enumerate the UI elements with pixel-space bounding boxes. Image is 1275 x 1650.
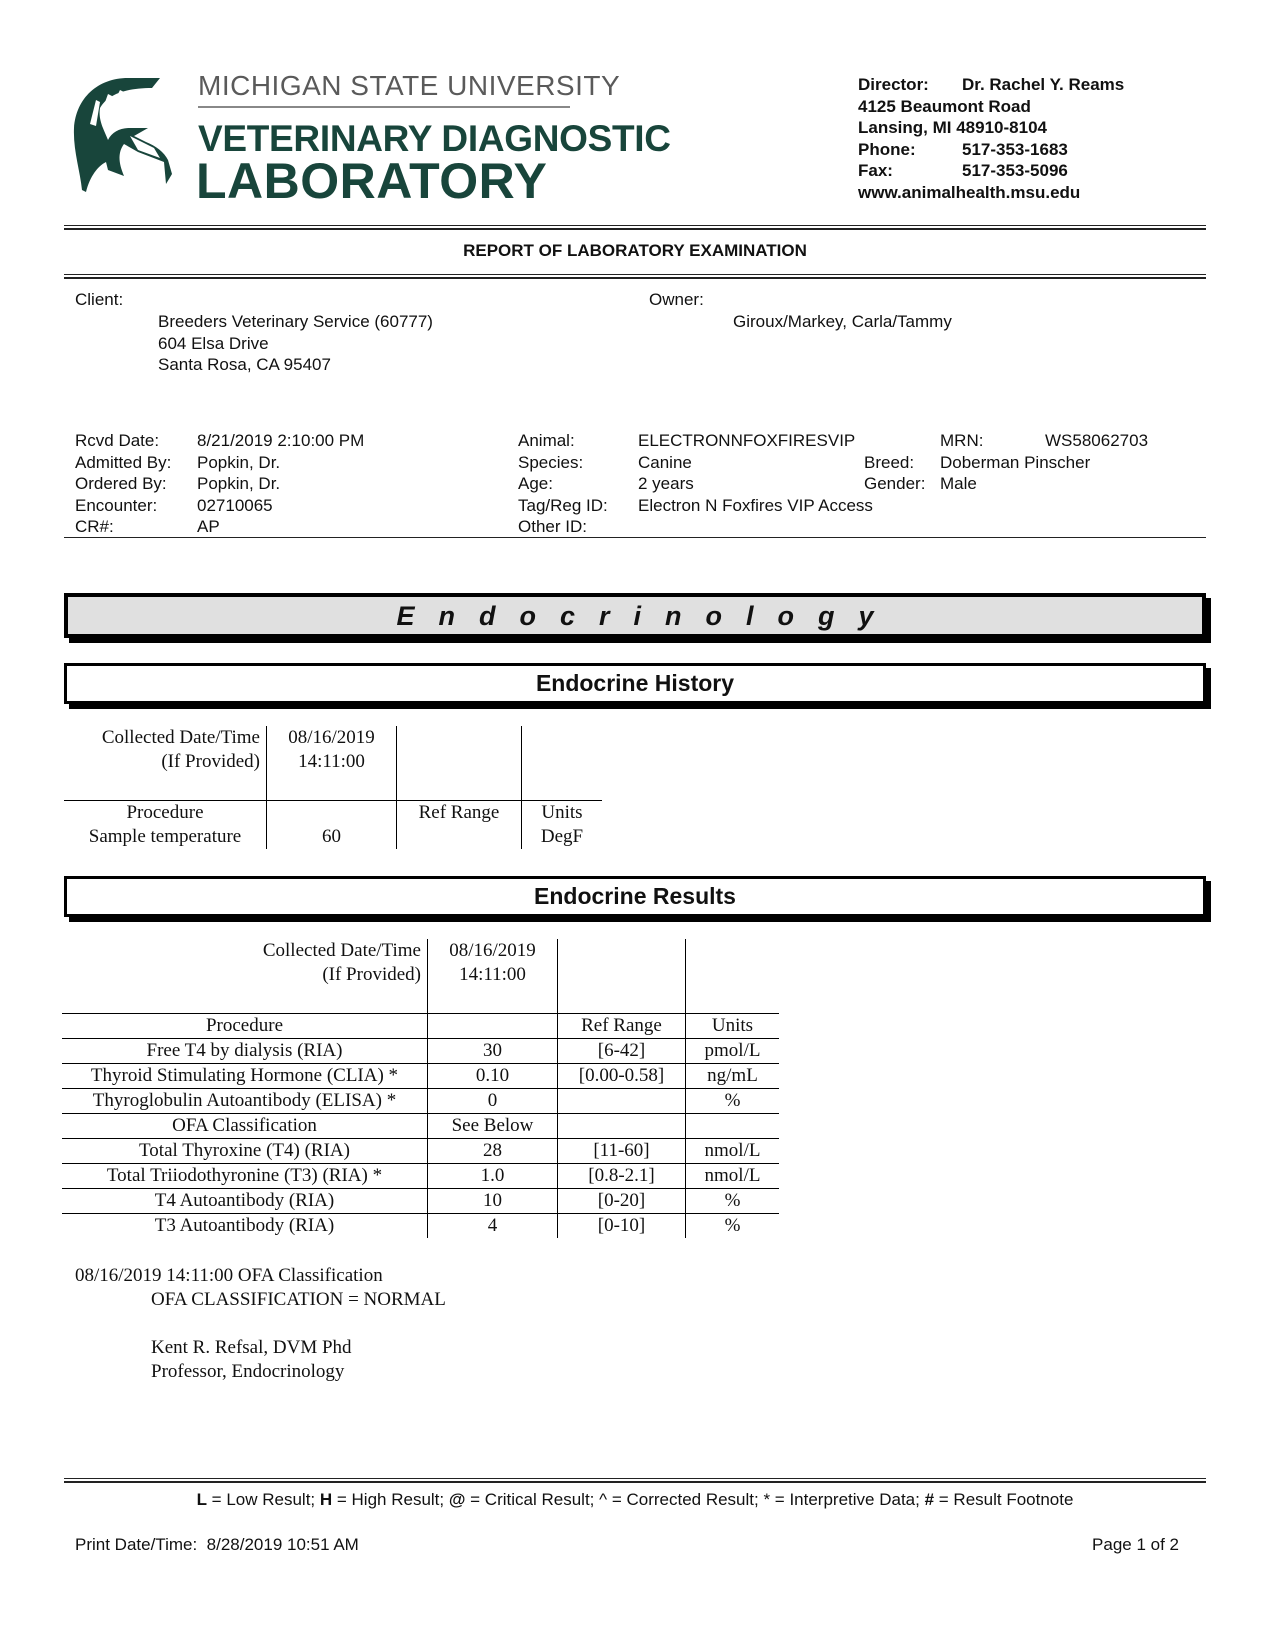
species-label: Species: xyxy=(518,452,584,472)
ordered-by: Popkin, Dr. xyxy=(197,474,281,493)
legend-low-key: L xyxy=(196,1490,207,1509)
header-divider-2 xyxy=(64,228,1206,230)
animal-labels xyxy=(518,430,608,538)
animal-name: ELECTRONNFOXFIRESVIP xyxy=(638,431,856,450)
breed-label: Breed: xyxy=(864,452,915,472)
client-name: Breeders Veterinary Service (60777) xyxy=(158,312,433,331)
case-divider xyxy=(64,537,1206,538)
org-name-line2: VETERINARY DIAGNOSTIC xyxy=(198,118,671,159)
history-date: 08/16/2019 xyxy=(267,726,397,750)
footer-divider-1 xyxy=(64,1478,1206,1479)
table-row xyxy=(64,825,602,849)
results-date: 08/16/2019 xyxy=(428,939,558,963)
table-row xyxy=(62,1139,779,1164)
results-table xyxy=(62,939,779,1238)
ordered-by-label: Ordered By: xyxy=(75,474,167,493)
result-units: % xyxy=(686,1189,780,1214)
result-ref: [0-10] xyxy=(558,1214,686,1239)
result-units: % xyxy=(686,1214,780,1239)
history-procedure-header: Procedure xyxy=(64,801,267,826)
result-units: ng/mL xyxy=(686,1064,780,1089)
result-ref: [11-60] xyxy=(558,1139,686,1164)
results-title: Endocrine Results xyxy=(534,883,736,909)
species: Canine xyxy=(638,452,692,472)
rcvd-date-label: Rcvd Date: xyxy=(75,431,160,450)
header-divider-1 xyxy=(64,225,1206,226)
client-address2: Santa Rosa, CA 95407 xyxy=(158,355,331,374)
history-title: Endocrine History xyxy=(535,670,735,696)
result-ref: [0.8-2.1] xyxy=(558,1164,686,1189)
client-label: Client: xyxy=(75,290,124,309)
admitted-by: Popkin, Dr. xyxy=(197,452,281,472)
animal-label: Animal: xyxy=(518,431,575,450)
ofa-note-heading: 08/16/2019 14:11:00 OFA Classification xyxy=(75,1265,383,1286)
cr-label: CR#: xyxy=(75,517,114,536)
history-units-header: Units xyxy=(522,801,603,826)
result-value: 30 xyxy=(428,1039,558,1064)
section-title: Endocrinology xyxy=(396,601,898,631)
owner-name: Giroux/Markey, Carla/Tammy xyxy=(733,312,952,331)
history-banner xyxy=(64,663,1206,704)
tag-label: Tag/Reg ID: xyxy=(518,495,608,515)
table-row xyxy=(62,1114,779,1139)
gender-value: Male xyxy=(940,474,977,493)
title-divider-2 xyxy=(64,277,1206,279)
page-number: Page 1 of 2 xyxy=(1092,1535,1179,1554)
section-banner-endocrinology xyxy=(64,593,1206,638)
result-procedure: Free T4 by dialysis (RIA) xyxy=(62,1039,428,1064)
website-link[interactable]: www.animalhealth.msu.edu xyxy=(858,182,1081,202)
result-procedure: Total Thyroxine (T4) (RIA) xyxy=(62,1139,428,1164)
result-procedure: Thyroid Stimulating Hormone (CLIA) * xyxy=(62,1064,428,1089)
contact-block xyxy=(858,74,1124,203)
mrn-value: WS58062703 xyxy=(1045,431,1149,450)
history-collected-label-2: (If Provided) xyxy=(161,751,260,772)
print-value: 8/28/2019 10:51 AM xyxy=(206,1535,359,1554)
legend-footnote-key: # xyxy=(924,1490,935,1509)
history-procedure: Sample temperature xyxy=(88,826,242,847)
result-value: 28 xyxy=(428,1139,558,1164)
result-procedure: OFA Classification xyxy=(62,1114,428,1139)
result-ref: [6-42] xyxy=(558,1039,686,1064)
history-value: 60 xyxy=(267,825,397,849)
result-ref xyxy=(558,1114,686,1139)
results-ref-range-header: Ref Range xyxy=(558,1014,686,1039)
result-procedure: Thyroglobulin Autoantibody (ELISA) * xyxy=(62,1089,428,1114)
encounter: 02710065 xyxy=(197,495,273,515)
animal-values xyxy=(638,430,873,516)
gender-label: Gender: xyxy=(864,474,926,493)
encounter-label: Encounter: xyxy=(75,495,158,515)
print-datetime xyxy=(75,1535,359,1555)
result-units xyxy=(686,1114,780,1139)
breed-value: Doberman Pinscher xyxy=(940,452,1091,472)
owner-label: Owner: xyxy=(649,290,704,309)
case-values xyxy=(197,430,364,538)
legend-footnote-text: = Result Footnote xyxy=(934,1490,1074,1509)
result-units: nmol/L xyxy=(686,1164,780,1189)
results-collected-label-1: Collected Date/Time xyxy=(262,940,421,961)
rcvd-date: 8/21/2019 2:10:00 PM xyxy=(197,431,365,450)
result-value: See Below xyxy=(428,1114,558,1139)
result-value: 10 xyxy=(428,1189,558,1214)
results-banner xyxy=(64,876,1206,917)
results-units-header: Units xyxy=(686,1014,780,1039)
results-collected-label-2: (If Provided) xyxy=(322,964,421,985)
result-procedure: Total Triiodothyronine (T3) (RIA) * xyxy=(62,1164,428,1189)
other-id-label: Other ID: xyxy=(518,517,587,536)
result-value: 0.10 xyxy=(428,1064,558,1089)
table-row xyxy=(62,1189,779,1214)
legend-low-text: = Low Result; xyxy=(206,1490,320,1509)
history-units: DegF xyxy=(522,825,603,849)
result-value: 4 xyxy=(428,1214,558,1239)
legend-high-key: H xyxy=(319,1490,333,1509)
address-line2: Lansing, MI 48910-8104 xyxy=(858,118,1047,137)
age-label: Age: xyxy=(518,474,553,493)
result-ref: [0-20] xyxy=(558,1189,686,1214)
org-name-line1: MICHIGAN STATE UNIVERSITY xyxy=(198,70,621,101)
result-units: pmol/L xyxy=(686,1039,780,1064)
logo-divider xyxy=(198,106,570,108)
print-label: Print Date/Time: xyxy=(75,1535,198,1554)
org-name-line3: LABORATORY xyxy=(196,153,548,209)
director-label: Director: xyxy=(858,75,929,94)
fax-number: 517-353-5096 xyxy=(962,161,1068,180)
result-units: % xyxy=(686,1089,780,1114)
address-line1: 4125 Beaumont Road xyxy=(858,96,1031,116)
result-value: 1.0 xyxy=(428,1164,558,1189)
table-row xyxy=(62,1214,779,1239)
results-time: 14:11:00 xyxy=(428,963,558,987)
legend-critical-text: = Critical Result; ^ = Corrected Result; * = Interpretive Data; xyxy=(465,1490,925,1509)
table-row xyxy=(62,1164,779,1189)
history-ref-range-header: Ref Range xyxy=(397,801,522,826)
spartan-helmet-icon xyxy=(68,72,180,194)
signer-name: Kent R. Refsal, DVM Phd xyxy=(151,1337,352,1358)
result-value: 0 xyxy=(428,1089,558,1114)
phone-number: 517-353-1683 xyxy=(962,139,1068,159)
legend-critical-key: @ xyxy=(448,1490,466,1509)
ofa-note-result: OFA CLASSIFICATION = NORMAL xyxy=(151,1289,446,1310)
phone-label: Phone: xyxy=(858,139,916,159)
result-units: nmol/L xyxy=(686,1139,780,1164)
footer-divider-2 xyxy=(64,1481,1206,1483)
client-address1: 604 Elsa Drive xyxy=(158,333,269,353)
signer-title: Professor, Endocrinology xyxy=(151,1361,345,1382)
report-title: REPORT OF LABORATORY EXAMINATION xyxy=(463,241,807,260)
table-row xyxy=(62,1089,779,1114)
case-labels xyxy=(75,430,171,538)
mrn-label: MRN: xyxy=(940,431,984,450)
result-legend xyxy=(64,1490,1206,1510)
result-procedure: T3 Autoantibody (RIA) xyxy=(62,1214,428,1239)
client-block xyxy=(158,311,433,376)
results-procedure-header: Procedure xyxy=(62,1014,428,1039)
history-time: 14:11:00 xyxy=(267,750,397,774)
table-row xyxy=(62,1039,779,1064)
legend-high-text: = High Result; xyxy=(332,1490,449,1509)
history-collected-label-1: Collected Date/Time xyxy=(101,727,260,748)
director-name: Dr. Rachel Y. Reams xyxy=(962,75,1125,94)
result-ref: [0.00-0.58] xyxy=(558,1064,686,1089)
tag-id: Electron N Foxfires VIP Access xyxy=(638,495,873,515)
title-divider-1 xyxy=(64,274,1206,275)
fax-label: Fax: xyxy=(858,161,893,180)
age: 2 years xyxy=(638,474,694,493)
history-ref xyxy=(397,825,522,849)
admitted-by-label: Admitted By: xyxy=(75,452,172,472)
table-row xyxy=(62,1064,779,1089)
result-ref xyxy=(558,1089,686,1114)
cr-number: AP xyxy=(197,517,220,536)
history-table xyxy=(64,726,602,849)
result-procedure: T4 Autoantibody (RIA) xyxy=(62,1189,428,1214)
